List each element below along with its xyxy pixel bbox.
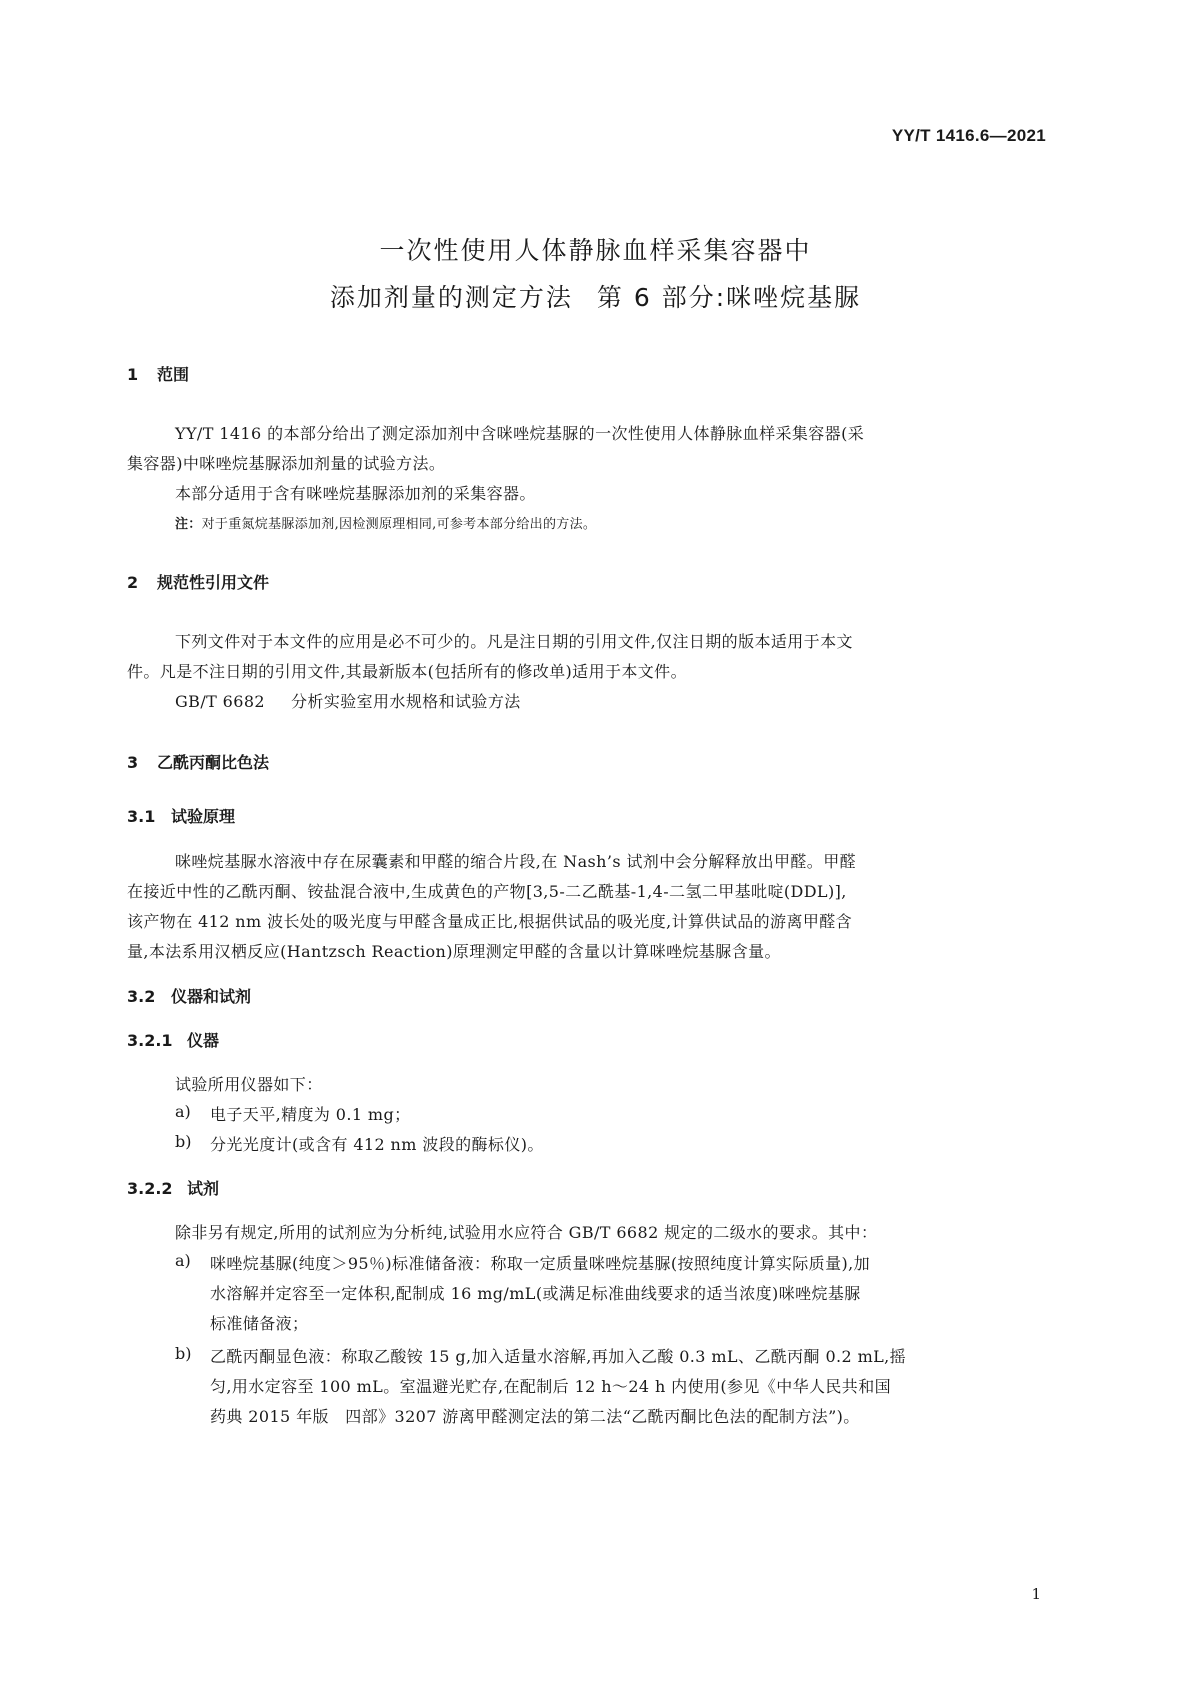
section-3-1-line-3: 该产物在 412 nm 波长处的吸光度与甲醛含量成正比,根据供试品的吸光度,计算供试品的游离甲醛含 (127, 912, 853, 931)
section-3-2-2-number: 3.2.2 (127, 1179, 173, 1198)
section-3-2-1-heading (127, 1028, 219, 1051)
reagent-b-line-3: 药典 2015 年版 四部》3207 游离甲醛测定法的第二法“乙酰丙酮比色法的配制方法”)。 (210, 1407, 860, 1426)
section-1-heading (127, 362, 189, 385)
section-2-para-1-line-1: 下列文件对于本文件的应用是必不可少的。凡是注日期的引用文件,仅注日期的版本适用于本文 (175, 632, 853, 651)
section-3-2-1-number: 3.2.1 (127, 1031, 173, 1050)
section-3-2-2-title: 试剂 (187, 1179, 220, 1198)
section-2-para-1-line-2: 件。凡是不注日期的引用文件,其最新版本(包括所有的修改单)适用于本文件。 (127, 662, 687, 681)
title-line-2-part-b: 第 6 部分:咪唑烷基脲 (596, 283, 862, 312)
section-3-title: 乙酰丙酮比色法 (157, 753, 270, 772)
section-3-2-1-intro: 试验所用仪器如下： (175, 1075, 323, 1094)
document-title-line-1: 一次性使用人体静脉血样采集容器中 (379, 236, 812, 265)
section-1-para-2: 本部分适用于含有咪唑烷基脲添加剂的采集容器。 (175, 484, 536, 503)
reagent-a-line-1: 咪唑烷基脲(纯度＞95％)标准储备液：称取一定质量咪唑烷基脲(按照纯度计算实际质量),加 (210, 1254, 871, 1273)
reagent-b-line-1: 乙酰丙酮显色液：称取乙酸铵 15 g,加入适量水溶解,再加入乙酸 0.3 mL、乙酰丙酮 0.2 mL,摇 (210, 1347, 907, 1366)
section-1-title: 范围 (157, 365, 190, 384)
section-1-para-1-line-1: YY/T 1416 的本部分给出了测定添加剂中含咪唑烷基脲的一次性使用人体静脉血样采集容器(采 (175, 424, 865, 443)
normative-reference (175, 689, 521, 712)
section-3-1-line-2: 在接近中性的乙酰丙酮、铵盐混合液中,生成黄色的产物[3,5-二乙酰基-1,4-二氢二甲基吡啶(DDL)], (127, 882, 847, 901)
page-number: 1 (1031, 1585, 1041, 1603)
section-3-1-number: 3.1 (127, 807, 156, 826)
section-3-2-2-heading (127, 1176, 219, 1199)
list-item-mark: a) (175, 1102, 191, 1121)
reagent-b-mark: b) (175, 1344, 192, 1363)
reagent-a-line-2: 水溶解并定容至一定体积,配制成 16 mg/mL(或满足标准曲线要求的适当浓度)咪唑烷基脲 (210, 1284, 861, 1303)
reagent-a-mark: a) (175, 1251, 191, 1270)
section-3-2-heading (127, 984, 251, 1007)
title-line-2-part-a: 添加剂量的测定方法 (329, 283, 573, 312)
standard-number: YY/T 1416.6—2021 (891, 126, 1046, 145)
section-2-heading (127, 570, 269, 593)
note-label: 注： (175, 517, 202, 532)
list-item-text: 电子天平,精度为 0.1 mg； (210, 1105, 411, 1124)
section-3-1-heading (127, 804, 235, 827)
note-text: 对于重氮烷基脲添加剂,因检测原理相同,可参考本部分给出的方法。 (201, 517, 597, 532)
list-item-text: 分光光度计(或含有 412 nm 波段的酶标仪)。 (210, 1135, 544, 1154)
reagent-b-line-2: 匀,用水定容至 100 mL。室温避光贮存,在配制后 12 h～24 h 内使用(参见《中华人民共和国 (210, 1377, 891, 1396)
section-3-1-title: 试验原理 (171, 807, 236, 826)
section-3-2-2-intro: 除非另有规定,所用的试剂应为分析纯,试验用水应符合 GB/T 6682 规定的二级水的要求。其中： (175, 1223, 878, 1242)
section-3-2-1-title: 仪器 (187, 1031, 220, 1050)
section-3-2-number: 3.2 (127, 987, 156, 1006)
section-2-number: 2 (127, 573, 139, 592)
section-3-1-line-1: 咪唑烷基脲水溶液中存在尿囊素和甲醛的缩合片段,在 Nash’s 试剂中会分解释放出甲醛。甲醛 (175, 852, 857, 871)
reference-title: 分析实验室用水规格和试验方法 (291, 692, 521, 711)
section-1-para-1-line-2: 集容器)中咪唑烷基脲添加剂量的试验方法。 (127, 454, 446, 473)
reference-code: GB/T 6682 (175, 692, 266, 711)
section-3-2-title: 仪器和试剂 (171, 987, 252, 1006)
section-3-heading (127, 750, 269, 773)
section-1-number: 1 (127, 365, 139, 384)
section-2-title: 规范性引用文件 (157, 573, 270, 592)
list-item-mark: b) (175, 1132, 192, 1151)
reagent-a-line-3: 标准储备液； (210, 1314, 309, 1333)
section-3-number: 3 (127, 753, 139, 772)
section-1-note (175, 513, 596, 532)
document-title-line-2 (0, 278, 1191, 314)
section-3-1-line-4: 量,本法系用汉栖反应(Hantzsch Reaction)原理测定甲醛的含量以计算咪唑烷基脲含量。 (127, 942, 781, 961)
